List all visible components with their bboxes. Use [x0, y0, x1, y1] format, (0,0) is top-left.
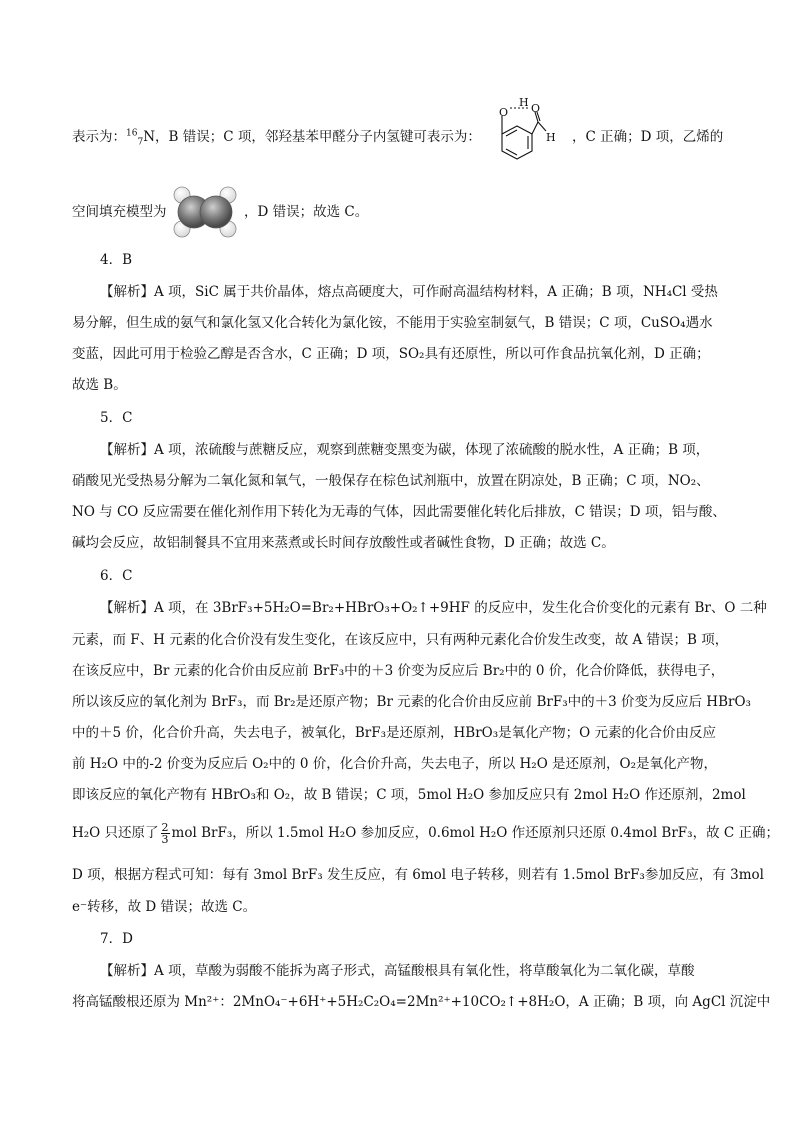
line-text: H₂O 只还原了 [72, 825, 159, 841]
text-line [72, 127, 481, 147]
text-line [572, 127, 723, 147]
text-line: 即该反应的氧化产物有 HBrO₃和 O₂，故 B 错误；C 项，5mol H₂O 参加反应只有 2mol H₂O 作还原剂，2mol [72, 787, 746, 803]
text-line: 变蓝，因此可用于检验乙醇是否含水，C 正确；D 项，SO₂具有还原性，所以可作食品抗氧化剂，D 正确； [72, 346, 710, 362]
structure-atom-label: H [519, 96, 529, 109]
line-text: mol BrF₃，所以 1.5mol H₂O 参加反应，0.6mol H₂O 作还原剂只还原 0.4mol BrF₃，故 C 正确； [171, 825, 779, 841]
fraction [161, 822, 170, 845]
text-line: e⁻转移，故 D 错误；故选 C。 [72, 899, 257, 915]
text-line: 前 H₂O 中的-2 价变为反应后 O₂中的 0 价，化合价升高，失去电子，所以 H₂O 是还原剂，O₂是氧化产物， [72, 756, 718, 772]
text-line: 故选 B。 [72, 377, 127, 393]
text-line: 碱均会反应，故铝制餐具不宜用来蒸煮或长时间存放酸性或者碱性食物，D 正确；故选 C。 [72, 535, 615, 551]
text-line: NO 与 CO 反应需要在催化剂作用下转化为无毒的气体，因此需要催化转化后排放，C 错误；D 项，铝与酸、 [72, 504, 726, 520]
line-text: ，D 错误；故选 C。 [244, 204, 369, 220]
text-line [72, 202, 167, 222]
line-text: ，C 正确；D 项，乙烯的 [572, 129, 724, 145]
line-text: N，B 错误；C 项，邻羟基苯甲醛分子内氢键可表示为： [143, 129, 481, 145]
question-heading: 6．C [100, 568, 133, 584]
question-heading: 4．B [100, 252, 133, 268]
structure-atom-label: O [531, 102, 541, 115]
text-line: 所以该反应的氧化剂为 BrF₃，而 Br₂是还原产物；Br 元素的化合价由反应前 BrF₃中的＋3 价变为反应后 HBrO₃ [72, 694, 751, 710]
question-heading: 5．C [100, 410, 133, 426]
text-line: 元素，而 F、H 元素的化合价没有发生变化，在该反应中，只有两种元素化合价发生改变，故 A 错误；B 项， [72, 632, 729, 648]
text-line: 【解析】A 项，浓硫酸与蔗糖反应，观察到蔗糖变黑变为碳，体现了浓硫酸的脱水性，A 正确；B 项， [100, 442, 710, 458]
ethylene-space-filling-model [170, 183, 240, 241]
line-text: 空间填充模型为 [72, 204, 167, 220]
text-line: 硝酸见光受热易分解为二氧化氮和氧气，一般保存在棕色试剂瓶中，放置在阴凉处，B 正确；C 项，NO₂、 [72, 473, 710, 489]
text-line: 【解析】A 项，在 3BrF₃+5H₂O=Br₂+HBrO₃+O₂↑+9HF 的反应中，发生化合价变化的元素有 Br、O 二种 [100, 600, 767, 616]
fraction-denominator: 3 [161, 833, 169, 846]
structure-atom-label: O [499, 106, 509, 119]
text-line: D 项，根据方程式可知：每有 3mol BrF₃ 发生反应，有 6mol 电子转移，则若有 1.5mol BrF₃参加反应，有 3mol [72, 867, 764, 883]
question-heading: 7．D [100, 931, 133, 947]
text-line: 【解析】A 项，草酸为弱酸不能拆为离子形式，高锰酸根具有氧化性，将草酸氧化为二氧化碳，草酸 [100, 963, 695, 979]
text-line [72, 822, 779, 845]
line-text: 表示为： [72, 129, 126, 145]
text-line: 【解析】A 项，SiC 属于共价晶体，熔点高硬度大，可作耐高温结构材料，A 正确；B 项，NH₄Cl 受热 [100, 284, 718, 300]
isotope-number: 7 [137, 137, 144, 148]
structure-atom-label: H [546, 131, 556, 144]
isotope-mass: 16 [126, 128, 138, 139]
text-line: 将高锰酸根还原为 Mn²⁺：2MnO₄⁻+6H⁺+5H₂C₂O₄=2Mn²⁺+10CO₂↑+8H₂O，A 正确；B 项，向 AgCl 沉淀中 [72, 994, 771, 1010]
text-line [244, 202, 368, 222]
text-line: 中的＋5 价，化合价升高，失去电子，被氧化，BrF₃是还原剂，HBrO₃是氧化产物；O 元素的化合价由反应 [72, 725, 717, 741]
text-line: 在该反应中，Br 元素的化合价由反应前 BrF₃中的＋3 价变为反应后 Br₂中的 0 价，化合价降低，获得电子， [72, 663, 725, 679]
text-line: 易分解，但生成的氨气和氯化氢又化合转化为氯化铵，不能用于实验室制氨气，B 错误；C 项，CuSO₄遇水 [72, 315, 713, 331]
fraction-numerator: 2 [161, 821, 169, 834]
salicylaldehyde-structure [480, 94, 572, 174]
